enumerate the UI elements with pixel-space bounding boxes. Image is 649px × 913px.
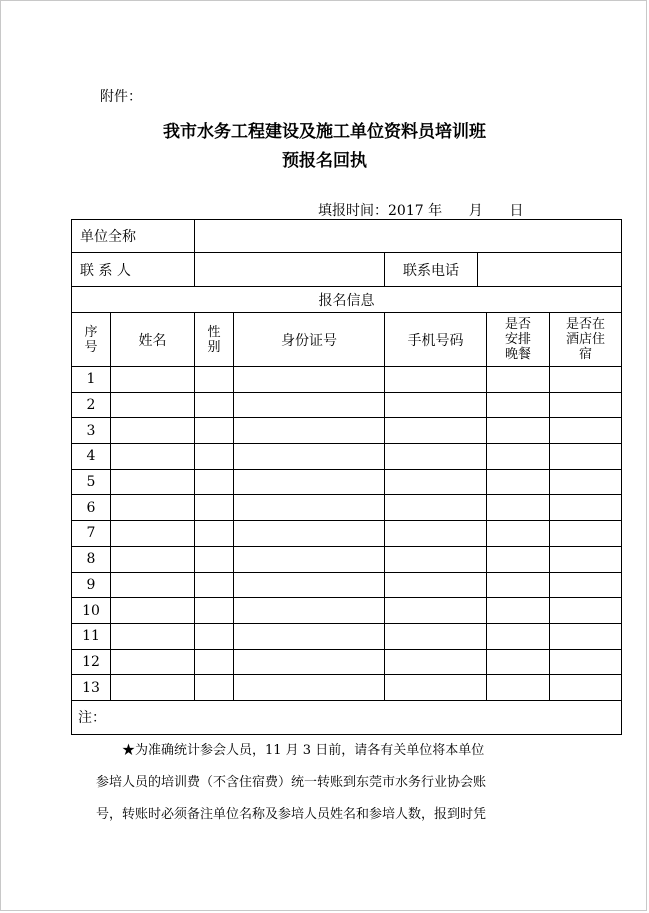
row-name[interactable] (111, 444, 195, 470)
row-gender[interactable] (195, 392, 234, 418)
footnote (96, 735, 556, 831)
row-seq: 2 (72, 392, 111, 418)
row-phone[interactable] (385, 649, 487, 675)
table-row (72, 649, 622, 675)
row-hotel[interactable] (550, 392, 622, 418)
row-dinner[interactable] (487, 675, 550, 701)
col-header-id-number: 身份证号 (234, 313, 385, 367)
col-header-phone: 手机号码 (385, 313, 487, 367)
row-hotel[interactable] (550, 623, 622, 649)
row-gender[interactable] (195, 572, 234, 598)
row-gender[interactable] (195, 521, 234, 547)
row-hotel[interactable] (550, 521, 622, 547)
table-row (72, 546, 622, 572)
row-hotel[interactable] (550, 546, 622, 572)
row-name[interactable] (111, 623, 195, 649)
row-seq: 7 (72, 521, 111, 547)
row-gender[interactable] (195, 675, 234, 701)
footnote-line: ★为准确统计参会人员，11 月 3 日前，请各有关单位将本单位 (122, 743, 485, 758)
note-label: 注： (78, 710, 106, 727)
footnote-line: 号，转账时必须备注单位名称及参培人员姓名和参培人数，报到时凭 (96, 807, 487, 822)
row-name[interactable] (111, 546, 195, 572)
row-hotel[interactable] (550, 598, 622, 624)
row-dinner[interactable] (487, 521, 550, 547)
row-name[interactable] (111, 469, 195, 495)
table-row (72, 598, 622, 624)
row-id-number[interactable] (234, 418, 385, 444)
row-id-number[interactable] (234, 598, 385, 624)
row-gender[interactable] (195, 546, 234, 572)
row-name[interactable] (111, 521, 195, 547)
row-hotel[interactable] (550, 444, 622, 470)
table-row (72, 675, 622, 701)
row-dinner[interactable] (487, 392, 550, 418)
table-row (72, 623, 622, 649)
row-dinner[interactable] (487, 495, 550, 521)
row-gender[interactable] (195, 495, 234, 521)
row-id-number[interactable] (234, 392, 385, 418)
row-id-number[interactable] (234, 675, 385, 701)
row-name[interactable] (111, 598, 195, 624)
row-phone[interactable] (385, 495, 487, 521)
phone-field[interactable] (478, 253, 621, 286)
row-hotel[interactable] (550, 495, 622, 521)
row-seq: 8 (72, 546, 111, 572)
row-dinner[interactable] (487, 546, 550, 572)
row-seq: 6 (72, 495, 111, 521)
document-title: 我市水务工程建设及施工单位资料员培训班 (163, 122, 486, 142)
row-hotel[interactable] (550, 572, 622, 598)
row-gender[interactable] (195, 649, 234, 675)
fill-date: 填报时间：2017 年 月 日 (318, 203, 524, 219)
unit-name-field[interactable] (195, 220, 622, 253)
footnote-line: 参培人员的培训费（不含住宿费）统一转账到东莞市水务行业协会账 (96, 775, 487, 790)
registration-form (71, 219, 622, 735)
col-header-name: 姓名 (111, 313, 195, 367)
row-name[interactable] (111, 392, 195, 418)
row-seq: 5 (72, 469, 111, 495)
table-row (72, 572, 622, 598)
row-seq: 1 (72, 367, 111, 393)
row-name[interactable] (111, 675, 195, 701)
row-seq: 9 (72, 572, 111, 598)
table-row (72, 469, 622, 495)
row-phone[interactable] (385, 469, 487, 495)
row-phone[interactable] (385, 367, 487, 393)
row-phone[interactable] (385, 444, 487, 470)
row-id-number[interactable] (234, 367, 385, 393)
row-seq: 4 (72, 444, 111, 470)
row-name[interactable] (111, 495, 195, 521)
row-name[interactable] (111, 649, 195, 675)
row-dinner[interactable] (487, 444, 550, 470)
row-hotel[interactable] (550, 367, 622, 393)
row-gender[interactable] (195, 418, 234, 444)
row-dinner[interactable] (487, 598, 550, 624)
row-seq: 3 (72, 418, 111, 444)
table-row (72, 392, 622, 418)
row-id-number[interactable] (234, 649, 385, 675)
col-header-seq: 序 号 (72, 313, 111, 367)
attachment-label: 附件： (100, 89, 142, 105)
row-hotel[interactable] (550, 675, 622, 701)
row-id-number[interactable] (234, 469, 385, 495)
row-seq: 10 (72, 598, 111, 624)
row-phone[interactable] (385, 521, 487, 547)
row-phone[interactable] (385, 598, 487, 624)
row-hotel[interactable] (550, 469, 622, 495)
row-seq: 11 (72, 623, 111, 649)
row-phone[interactable] (385, 546, 487, 572)
row-name[interactable] (111, 572, 195, 598)
document-subtitle: 预报名回执 (282, 151, 367, 171)
table-row (72, 418, 622, 444)
contact-field[interactable] (195, 253, 385, 287)
row-dinner[interactable] (487, 623, 550, 649)
row-id-number[interactable] (234, 444, 385, 470)
table-row (72, 521, 622, 547)
col-header-dinner: 是否 安排 晚餐 (487, 313, 550, 367)
row-dinner[interactable] (487, 418, 550, 444)
row-dinner[interactable] (487, 469, 550, 495)
row-gender[interactable] (195, 623, 234, 649)
table-row (72, 367, 622, 393)
row-dinner[interactable] (487, 572, 550, 598)
col-header-gender: 性 别 (195, 313, 234, 367)
row-id-number[interactable] (234, 572, 385, 598)
row-dinner[interactable] (487, 649, 550, 675)
row-name[interactable] (111, 418, 195, 444)
row-phone[interactable] (385, 392, 487, 418)
note-field[interactable] (72, 700, 622, 734)
table-row (72, 444, 622, 470)
row-phone[interactable] (385, 623, 487, 649)
row-id-number[interactable] (234, 521, 385, 547)
row-name[interactable] (111, 367, 195, 393)
row-dinner[interactable] (487, 367, 550, 393)
row-hotel[interactable] (550, 649, 622, 675)
row-id-number[interactable] (234, 546, 385, 572)
row-seq: 12 (72, 649, 111, 675)
row-hotel[interactable] (550, 418, 622, 444)
phone-label: 联系电话 (385, 253, 478, 286)
row-phone[interactable] (385, 675, 487, 701)
col-header-hotel: 是否在 酒店住 宿 (550, 313, 622, 367)
row-phone[interactable] (385, 572, 487, 598)
unit-name-label: 单位全称 (72, 220, 195, 253)
row-id-number[interactable] (234, 495, 385, 521)
row-id-number[interactable] (234, 623, 385, 649)
row-gender[interactable] (195, 444, 234, 470)
row-phone[interactable] (385, 418, 487, 444)
section-header: 报名信息 (72, 287, 622, 313)
row-seq: 13 (72, 675, 111, 701)
row-gender[interactable] (195, 469, 234, 495)
contact-label: 联 系 人 (72, 253, 195, 287)
row-gender[interactable] (195, 367, 234, 393)
table-row (72, 495, 622, 521)
row-gender[interactable] (195, 598, 234, 624)
